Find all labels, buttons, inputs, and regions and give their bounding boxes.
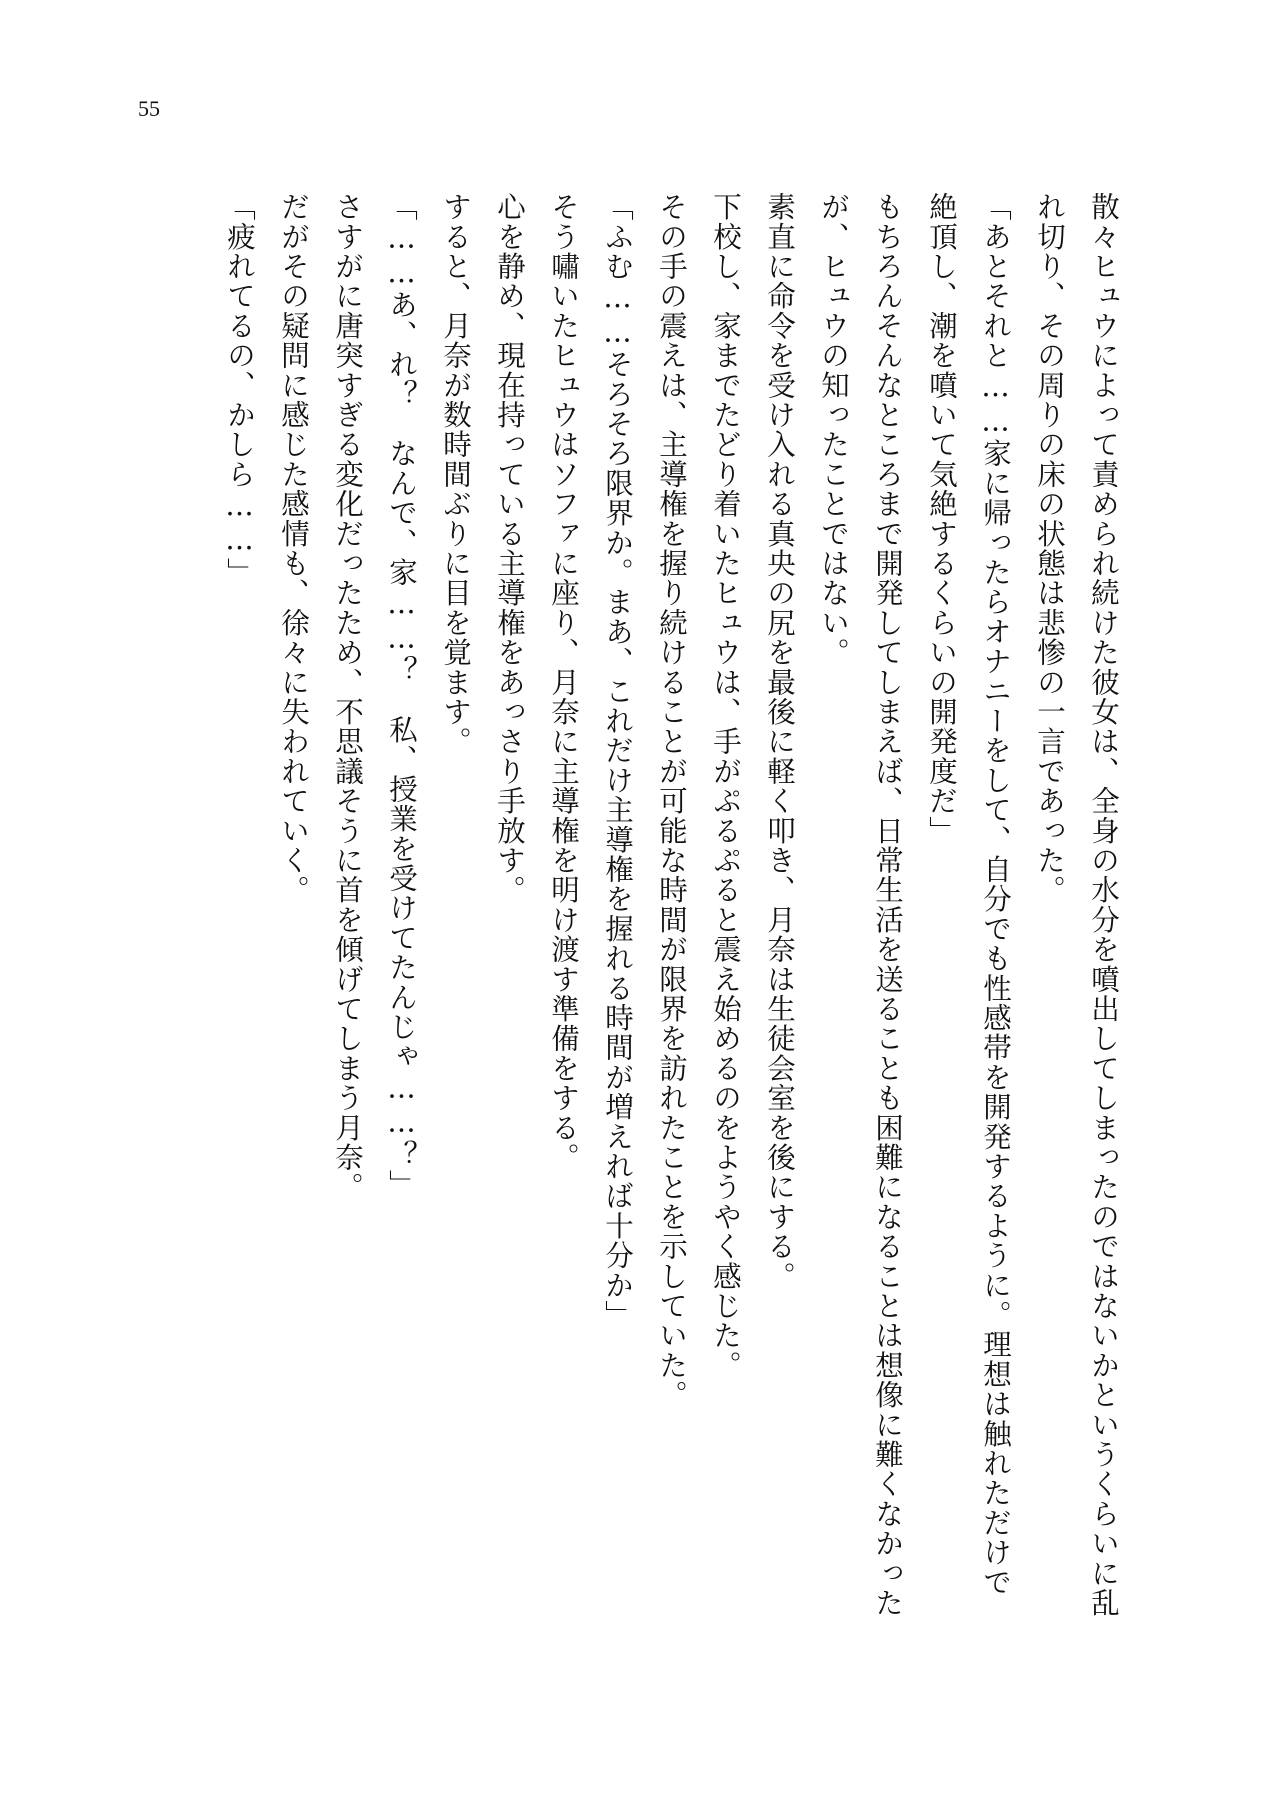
paragraph: もちろんそんなところまで開発してしまえば、日常生活を送ることも困難になることは想像に難くなかったが、ヒュウの知ったことではない。 bbox=[817, 192, 904, 1618]
paragraph: 素直に命令を受け入れる真央の尻を最後に軽く叩き、月奈は生徒会室を後にする。 bbox=[763, 192, 796, 1291]
body-text bbox=[130, 192, 1130, 1622]
paragraph: 「あとそれと……家に帰ったらオナニーをして、自分でも性感帯を開発するように。理想は触れただけで絶頂し、潮を噴いて気絶するくらいの開発度だ」 bbox=[925, 192, 1012, 1597]
paragraph: 下校し、家までたどり着いたヒュウは、手がぷるぷると震え始めるのをようやく感じた。 bbox=[709, 192, 742, 1380]
paragraph: そう嘯いたヒュウはソファに座り、月奈に主導権を明け渡す準備をする。 bbox=[547, 192, 580, 1173]
paragraph: その手の震えは、主導権を握り続けることが可能な時間が限界を訪れたことを示していた。 bbox=[655, 192, 688, 1410]
paragraph: 「疲れてるの、かしら……」 bbox=[223, 192, 256, 588]
paragraph: だがその疑問に感じた感情も、徐々に失われていく。 bbox=[277, 192, 310, 905]
paragraph: 心を静め、現在持っている主導権をあっさり手放す。 bbox=[493, 192, 526, 905]
paragraph: 「ふむ……そろそろ限界か。まあ、これだけ主導権を握れる時間が増えれば十分か」 bbox=[601, 192, 634, 1330]
paragraph: さすがに唐突すぎる変化だったため、不思議そうに首を傾げてしまう月奈。 bbox=[331, 192, 364, 1202]
paragraph: 「……あ、れ？ なんで、家……？ 私、授業を受けてたんじゃ……？」 bbox=[385, 192, 418, 1200]
paragraph: すると、月奈が数時間ぶりに目を覚ます。 bbox=[439, 192, 472, 757]
page-number: 55 bbox=[138, 96, 160, 121]
paragraph: 散々ヒュウによって責められ続けた彼女は、全身の水分を噴出してしまったのではないかというくらいに乱れ切り、その周りの床の状態は悲惨の一言であった。 bbox=[1033, 192, 1120, 1618]
